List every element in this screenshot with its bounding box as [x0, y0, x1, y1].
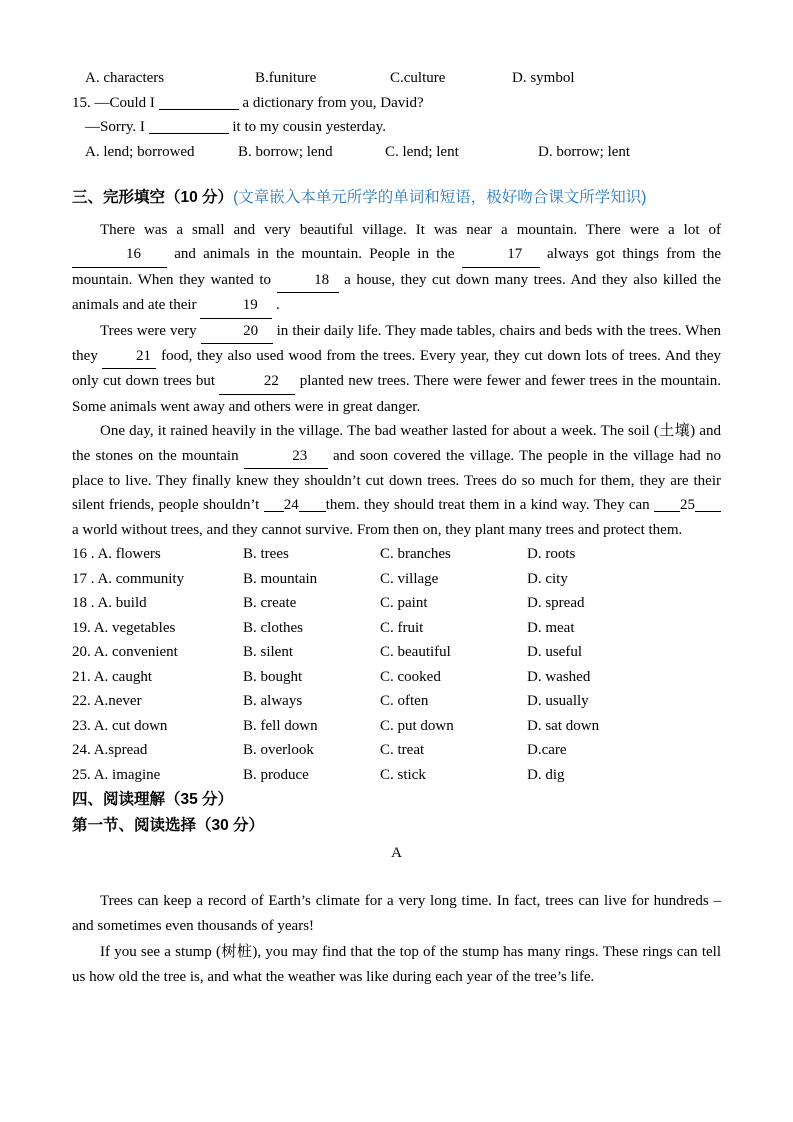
question-cell [72, 542, 243, 567]
question-row [72, 542, 721, 567]
question-number: 22. [72, 693, 91, 710]
question-number: 18 . [72, 595, 95, 612]
question-cell [72, 591, 243, 616]
option-a: A. cut down [93, 717, 168, 734]
option-c: C. often [380, 693, 429, 710]
option-b: B. produce [243, 766, 309, 783]
option-b: B. borrow; lend [238, 143, 333, 160]
question-number: 16 . [72, 546, 95, 563]
cloze-blank-18: 18 [277, 268, 339, 293]
option-c: C. treat [380, 742, 425, 759]
option-a: A. caught [93, 668, 153, 685]
option-c: C. fruit [380, 619, 424, 636]
cloze-blank-17: 17 [462, 242, 540, 267]
reply-prefix: —Sorry. I [85, 119, 145, 135]
cloze-blank-19: 19 [200, 293, 272, 318]
question-cell [72, 738, 243, 763]
cloze-blank-21: 21 [102, 344, 156, 369]
option-d: D. useful [527, 644, 582, 661]
option-a: A. build [97, 595, 147, 612]
reading-paragraph: Trees can keep a record of Earth’s climate for a very long time. In fact, trees can live for hundreds – and sometimes even thousands of years! [72, 892, 721, 935]
option-b: B. silent [243, 644, 294, 661]
question-cell [72, 640, 243, 665]
option-c: C. cooked [380, 668, 441, 685]
option-b: B. always [243, 693, 303, 710]
question-14-options-row [72, 66, 721, 91]
reading-section-title: 四、阅读理解（35 分） [72, 791, 234, 809]
option-d: D. meat [527, 619, 575, 636]
answer-blank [159, 95, 239, 110]
cloze-questions-block [72, 542, 721, 787]
option-d: D. symbol [512, 70, 575, 86]
cloze-blank-25: 25 [654, 497, 721, 513]
option-b: B. overlook [243, 742, 314, 759]
cloze-blank-20: 20 [201, 319, 273, 344]
option-c: C. beautiful [380, 644, 451, 661]
cloze-title-text: 三、完形填空（10 分） [72, 189, 234, 206]
cloze-title-note: (文章嵌入本单元所学的单词和短语，极好吻合课文所学知识) [233, 189, 647, 206]
option-b: B.funiture [255, 70, 317, 86]
option-a: A. characters [85, 70, 165, 86]
cloze-blank-23: 23 [244, 444, 328, 469]
option-d: D.care [527, 742, 567, 759]
question-number: 23. [72, 717, 91, 734]
question-row [72, 689, 721, 714]
option-b: B. bought [243, 668, 303, 685]
question-row [72, 616, 721, 641]
option-c: C. stick [380, 766, 426, 783]
question-15-prefix: 15. —Could I [72, 94, 155, 111]
cloze-paragraph: There was a small and very beautiful village. It was near a mountain. There were a lot of 16 and animals in the mountain. People in the 17 always got things from the mountain. When they wanted to 18 a house, they cut down many trees. And they also killed the animals and ate their 19 . [72, 218, 721, 319]
option-a: A. flowers [97, 546, 161, 563]
cloze-paragraph: One day, it rained heavily in the village. The bad weather lasted for about a week. The soil (土壤) and the stones on the mountain 23 and soon covered the village. The people in the village had no place to live. They finally knew they shouldn’t cut down trees. Trees do so much for them, they are their silent friends, people shouldn’t 24 them. they should treat them in a kind way. They can 25 a world without trees, and they cannot survive. From then on, they plant many trees and protect them. [72, 423, 722, 538]
question-number: 19. [72, 619, 91, 636]
question-cell [72, 763, 243, 788]
question-row [72, 591, 721, 616]
cloze-blank-16: 16 [72, 242, 167, 267]
question-15-options-row [72, 140, 721, 165]
option-d: D. dig [527, 766, 565, 783]
question-15-suffix: a dictionary from you, David? [242, 94, 424, 111]
question-row [72, 567, 721, 592]
question-number: 17 . [72, 570, 95, 587]
option-a: A. imagine [93, 766, 161, 783]
blank-underline [264, 499, 284, 512]
option-d: D. roots [527, 546, 576, 563]
answer-blank [149, 119, 229, 134]
question-cell [72, 567, 243, 592]
option-c: C. lend; lent [385, 143, 459, 160]
blank-underline [695, 499, 721, 512]
question-cell [72, 665, 243, 690]
option-b: B. clothes [243, 619, 303, 636]
option-b: B. fell down [243, 717, 318, 734]
question-15-reply [72, 115, 721, 140]
option-c: C. paint [380, 595, 428, 612]
option-d: D. usually [527, 693, 589, 710]
passage-label: A [391, 845, 402, 862]
question-row [72, 665, 721, 690]
cloze-blank-24: 24 [264, 497, 326, 513]
blank-underline [654, 499, 680, 512]
question-row [72, 640, 721, 665]
question-row [72, 763, 721, 788]
question-number: 25. [72, 766, 91, 783]
option-d: D. sat down [527, 717, 600, 734]
option-c: C. branches [380, 546, 451, 563]
reading-section-subtitle: 第一节、阅读选择（30 分） [72, 817, 265, 835]
question-number: 24. [72, 742, 91, 759]
question-cell [72, 714, 243, 739]
option-b: B. trees [243, 546, 289, 563]
option-a: A. vegetables [93, 619, 176, 636]
option-a: A.spread [93, 742, 148, 759]
option-b: B. create [243, 595, 297, 612]
reply-suffix: it to my cousin yesterday. [232, 119, 386, 135]
option-d: D. borrow; lent [538, 143, 631, 160]
option-c: C. village [380, 570, 439, 587]
reading-paragraph: If you see a stump (树桩), you may find that the top of the stump has many rings. These rings can tell us how old the tree is, and what the weather was like during each year of the tree’s life. [72, 943, 721, 985]
option-a: A.never [93, 693, 142, 710]
cloze-section-title [72, 185, 721, 211]
cloze-blank-22: 22 [219, 369, 295, 394]
cloze-paragraph: Trees were very 20 in their daily life. They made tables, chairs and beds with the trees. When they 21 food, they also used wood from the trees. Every year, they cut down lots of trees. And they only cut down trees but 22 planted new trees. There were fewer and fewer trees in the mountain. Some animals went away and others were in great danger. [72, 319, 721, 420]
blank-underline [299, 499, 326, 512]
option-a: A. lend; borrowed [85, 143, 195, 160]
option-d: D. washed [527, 668, 591, 685]
question-15-stem [72, 91, 721, 116]
question-number: 20. [72, 644, 91, 661]
question-cell [72, 616, 243, 641]
question-cell [72, 689, 243, 714]
option-d: D. spread [527, 595, 585, 612]
option-d: D. city [527, 570, 568, 587]
option-a: A. convenient [93, 644, 178, 661]
question-number: 21. [72, 668, 91, 685]
option-c: C.culture [390, 70, 446, 86]
question-row [72, 714, 721, 739]
option-c: C. put down [380, 717, 454, 734]
option-a: A. community [97, 570, 185, 587]
question-row [72, 738, 721, 763]
option-b: B. mountain [243, 570, 318, 587]
